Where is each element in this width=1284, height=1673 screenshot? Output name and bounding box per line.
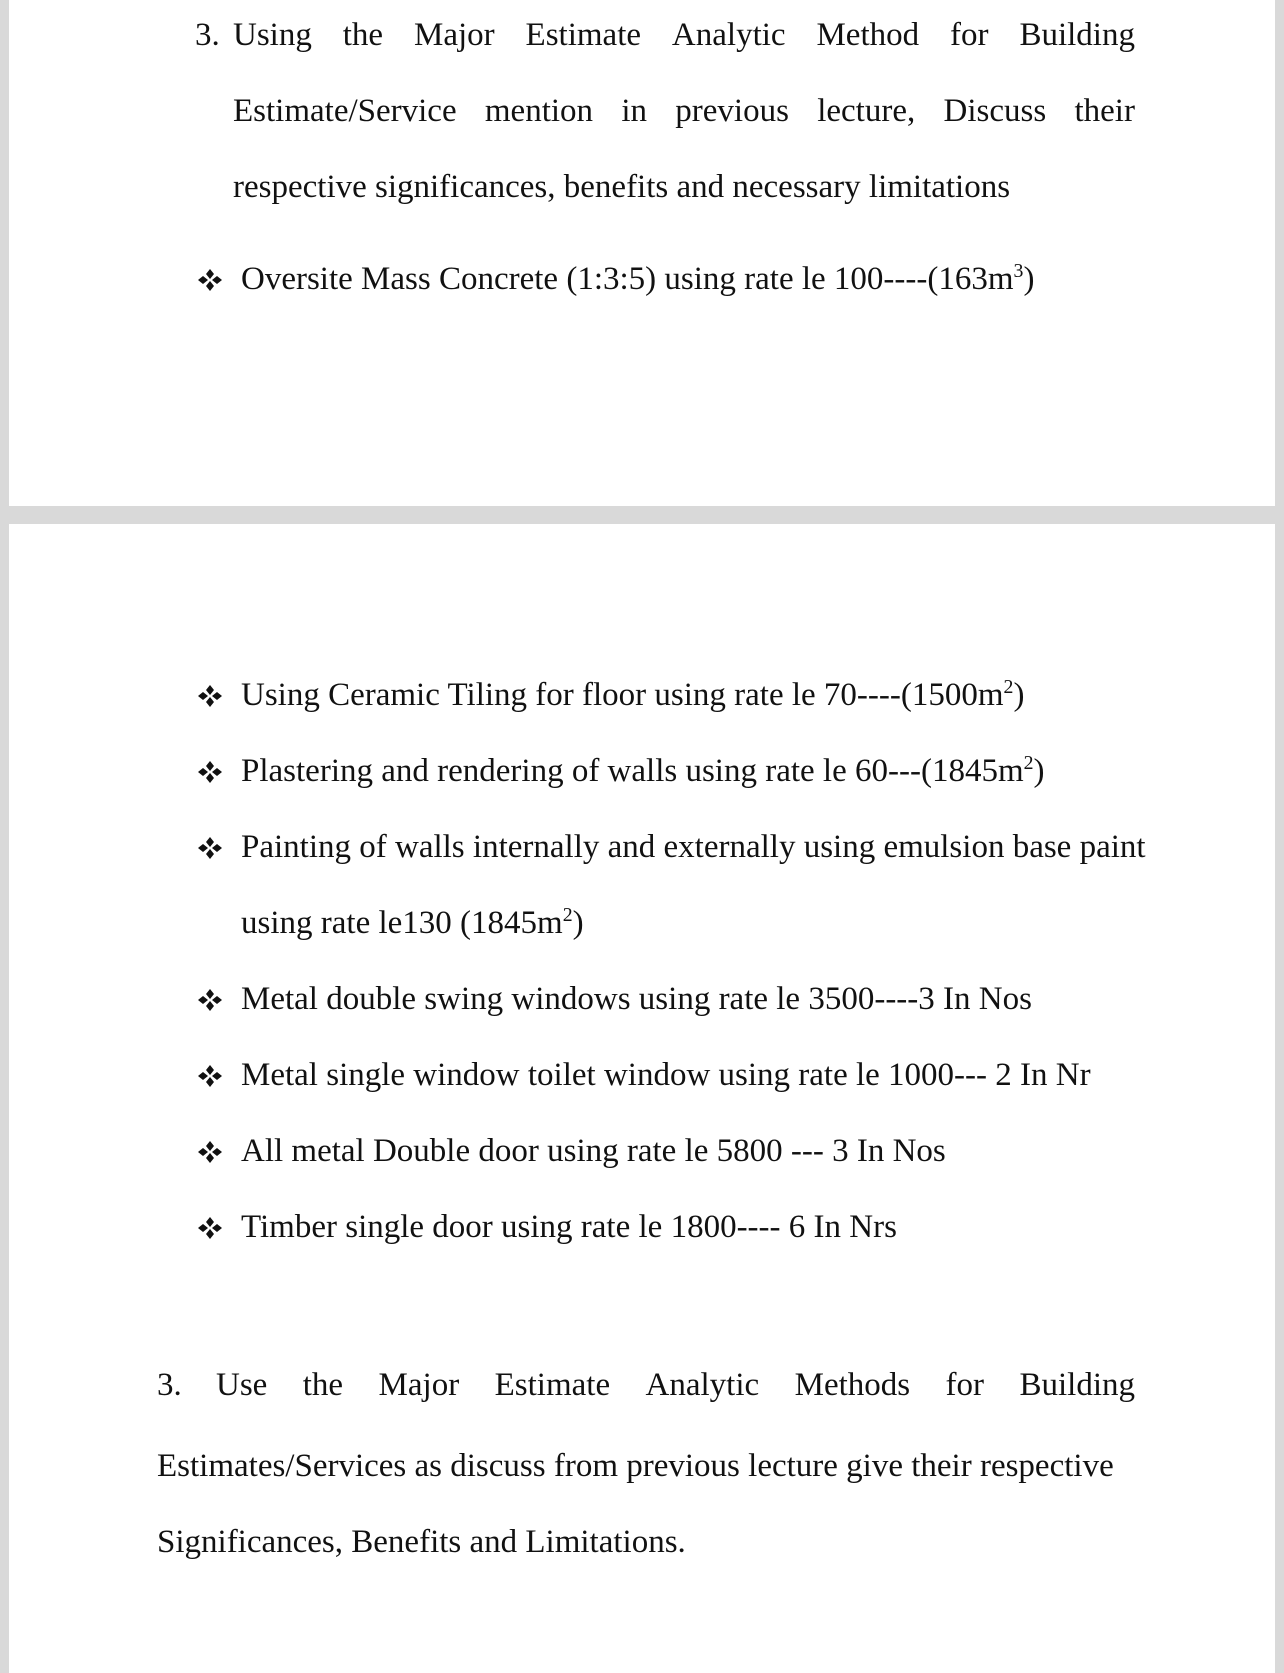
- list-item: Metal double swing windows using rate le 3500----3 In Nos: [241, 981, 1032, 1017]
- question-line-3: respective significances, benefits and necessary limitations: [233, 169, 1011, 205]
- question-line-2: Estimates/Services as discuss from previous lecture give their respective: [157, 1448, 1114, 1484]
- diamond-bullet-icon: [196, 259, 240, 299]
- diamond-bullet-icon: [196, 1055, 240, 1095]
- question-number: 3.: [195, 17, 220, 53]
- diamond-bullet-icon: [196, 675, 240, 715]
- list-item: Plastering and rendering of walls using rate le $60---(1845m^2)$: [241, 752, 1045, 789]
- document-page-1: [9, 0, 1275, 506]
- list-item: Timber single door using rate le 1800---- 6 In Nrs: [241, 1209, 897, 1245]
- question-line-2: Estimate/Service mention in previous lecture, Discuss their: [233, 93, 1135, 129]
- question-line-3: Significances, Benefits and Limitations.: [157, 1524, 686, 1560]
- document-page-2: [9, 524, 1275, 1673]
- question-line-1: Using the Major Estimate Analytic Method for Building: [233, 17, 1135, 53]
- list-item: Using Ceramic Tiling for floor using rate le $70----(1500m^2)$: [241, 676, 1025, 713]
- list-item-continuation: using rate le130 $(1845m^2)$: [241, 904, 584, 941]
- question-line-1: Use the Major Estimate Analytic Methods for Building: [216, 1367, 1135, 1403]
- list-item: All metal Double door using rate le 5800 --- 3 In Nos: [241, 1133, 946, 1169]
- diamond-bullet-icon: [196, 979, 240, 1019]
- list-item: Metal single window toilet window using rate le 1000--- 2 In Nr: [241, 1057, 1091, 1093]
- diamond-bullet-icon: [196, 751, 240, 791]
- diamond-bullet-icon: [196, 1131, 240, 1171]
- diamond-bullet-icon: [196, 827, 240, 867]
- question-number: 3.: [157, 1367, 182, 1403]
- list-item: Oversite Mass Concrete (1:3:5) using rate le $100----(163m^3)$: [241, 260, 1035, 297]
- diamond-bullet-icon: [196, 1207, 240, 1247]
- list-item: Painting of walls internally and externally using emulsion base paint: [241, 829, 1146, 865]
